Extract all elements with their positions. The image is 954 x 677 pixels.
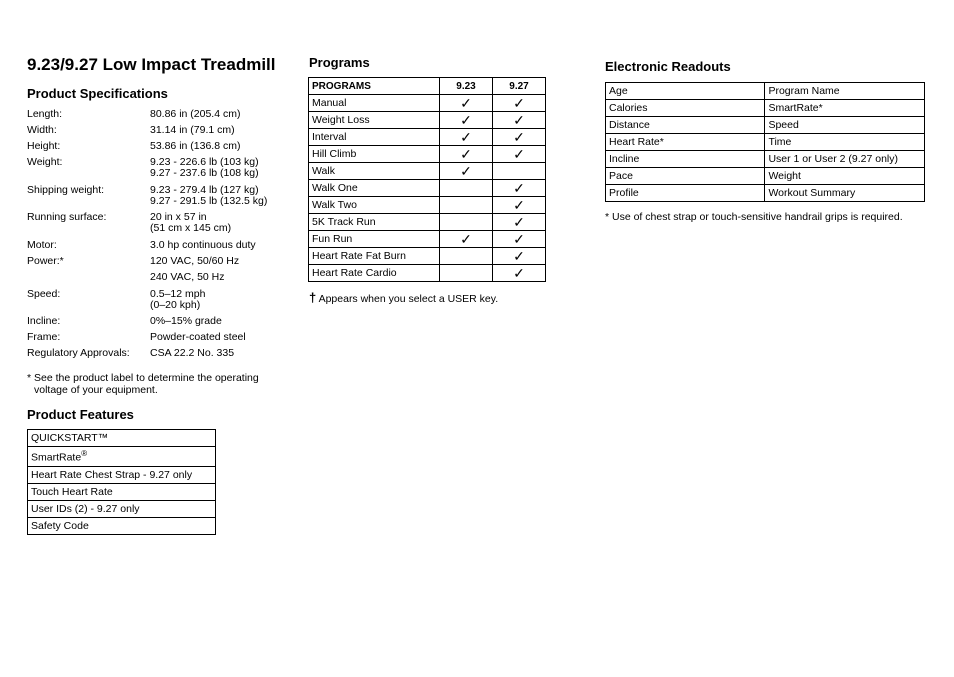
readouts-table — [605, 82, 925, 202]
spec-value: 3.0 hp continuous duty — [150, 239, 256, 251]
readout-row — [606, 185, 925, 202]
program-cell-923 — [440, 180, 493, 197]
check-icon: ✓ — [513, 264, 525, 281]
readout-row — [606, 100, 925, 117]
check-icon: ✓ — [513, 196, 525, 213]
spec-label: Incline: — [27, 315, 61, 327]
program-row — [309, 197, 546, 214]
readout-cell: Incline — [606, 151, 765, 168]
program-cell-927 — [493, 248, 546, 265]
program-cell-927 — [493, 129, 546, 146]
check-icon: ✓ — [513, 179, 525, 196]
feature-row — [28, 467, 216, 484]
feature-label: Touch Heart Rate — [31, 486, 113, 498]
spec-value: 9.23 - 226.6 lb (103 kg) 9.27 - 237.6 lb (108 kg) — [150, 156, 259, 179]
specs-list — [27, 109, 287, 359]
feature-item — [28, 430, 216, 447]
spec-value: 9.23 - 279.4 lb (127 kg) 9.27 - 291.5 lb (132.5 kg) — [150, 184, 268, 207]
registered-mark: ® — [81, 449, 88, 459]
spec-value: 80.86 in (205.4 cm) — [150, 108, 241, 120]
check-icon: ✓ — [513, 94, 525, 111]
program-name: 5K Track Run — [309, 214, 440, 231]
readouts-note: * Use of chest strap or touch-sensitive handrail grips is required. — [605, 211, 903, 223]
programs-header-row — [309, 78, 546, 95]
check-icon: ✓ — [513, 145, 525, 162]
feature-label: SmartRate — [31, 451, 82, 464]
spec-label: Height: — [27, 140, 61, 152]
program-row — [309, 214, 546, 231]
feature-item — [28, 518, 216, 535]
feature-item — [28, 447, 216, 467]
feature-label: Safety Code — [31, 520, 89, 532]
readouts-heading: Electronic Readouts — [605, 59, 731, 74]
program-cell-927 — [493, 180, 546, 197]
spec-label: Frame: — [27, 331, 61, 343]
feature-row — [28, 518, 216, 535]
programs-col-header: PROGRAMS — [309, 78, 440, 95]
readout-cell: Time — [765, 134, 925, 151]
program-cell-927 — [493, 146, 546, 163]
readout-cell: Workout Summary — [765, 185, 925, 202]
feature-item — [28, 484, 216, 501]
spec-value: 240 VAC, 50 Hz — [150, 271, 225, 283]
feature-item — [28, 467, 216, 484]
check-icon: ✓ — [513, 128, 525, 145]
feature-row — [28, 501, 216, 518]
spec-label: Weight: — [27, 156, 63, 168]
features-table — [27, 429, 216, 535]
program-row — [309, 163, 546, 180]
spec-label: Regulatory Approvals: — [27, 347, 130, 359]
spec-label: Running surface: — [27, 211, 107, 223]
readout-cell: Age — [606, 83, 765, 100]
feature-label: Heart Rate Chest Strap - 9.27 only — [31, 469, 193, 481]
program-cell-923 — [440, 197, 493, 214]
programs-table — [308, 77, 546, 282]
readout-row — [606, 134, 925, 151]
program-name: Walk One — [309, 180, 440, 197]
program-row — [309, 248, 546, 265]
spec-value: 31.14 in (79.1 cm) — [150, 124, 235, 136]
program-name: Heart Rate Cardio — [309, 265, 440, 282]
check-icon: ✓ — [513, 230, 525, 247]
program-row — [309, 95, 546, 112]
feature-row — [28, 484, 216, 501]
programs-note — [309, 292, 498, 305]
program-name: Manual — [309, 95, 440, 112]
program-row — [309, 129, 546, 146]
program-name: Walk — [309, 163, 440, 180]
specs-note-line1: * See the product label to determine the operating — [27, 372, 259, 384]
spec-label: Length: — [27, 108, 63, 120]
spec-value: 0.5–12 mph (0–20 kph) — [150, 288, 206, 311]
readout-row — [606, 168, 925, 185]
spec-value: 53.86 in (136.8 cm) — [150, 140, 241, 152]
spec-value: 120 VAC, 50/60 Hz — [150, 255, 240, 267]
check-icon: ✓ — [460, 230, 472, 247]
readout-row — [606, 151, 925, 168]
readout-row — [606, 83, 925, 100]
spec-value: Powder-coated steel — [150, 331, 246, 343]
readout-cell: Pace — [606, 168, 765, 185]
check-icon: ✓ — [460, 94, 472, 111]
program-cell-927 — [493, 197, 546, 214]
programs-col-927: 9.27 — [493, 78, 546, 95]
check-icon: ✓ — [460, 145, 472, 162]
program-cell-923 — [440, 214, 493, 231]
programs-col-923: 9.23 — [440, 78, 493, 95]
page-title: 9.23/9.27 Low Impact Treadmill — [27, 55, 276, 74]
program-cell-923 — [440, 265, 493, 282]
program-cell-927 — [493, 214, 546, 231]
spec-label: Shipping weight: — [27, 184, 105, 196]
program-name: Interval — [309, 129, 440, 146]
program-row — [309, 112, 546, 129]
program-cell-927 — [493, 163, 546, 180]
feature-item — [28, 501, 216, 518]
program-row — [309, 231, 546, 248]
features-heading: Product Features — [27, 407, 134, 422]
feature-label: User IDs (2) - 9.27 only — [31, 503, 140, 515]
check-icon: ✓ — [513, 247, 525, 264]
program-cell-923 — [440, 231, 493, 248]
feature-row — [28, 447, 216, 467]
spec-label: Width: — [27, 124, 57, 136]
spec-label: Power:* — [27, 255, 64, 267]
feature-row — [28, 430, 216, 447]
program-cell-923 — [440, 129, 493, 146]
program-cell-927 — [493, 265, 546, 282]
program-row — [309, 180, 546, 197]
program-cell-927 — [493, 231, 546, 248]
program-cell-927 — [493, 112, 546, 129]
program-cell-923 — [440, 112, 493, 129]
program-cell-923 — [440, 248, 493, 265]
check-icon: ✓ — [460, 162, 472, 179]
program-row — [309, 265, 546, 282]
spec-value: 20 in x 57 in (51 cm x 145 cm) — [150, 211, 232, 234]
readout-cell: Calories — [606, 100, 765, 117]
program-name: Fun Run — [309, 231, 440, 248]
specs-heading: Product Specifications — [27, 86, 168, 101]
dagger-icon: † — [309, 290, 317, 305]
program-name: Heart Rate Fat Burn — [309, 248, 440, 265]
program-row — [309, 146, 546, 163]
readout-cell: SmartRate* — [765, 100, 925, 117]
check-icon: ✓ — [513, 111, 525, 128]
program-cell-923 — [440, 146, 493, 163]
readout-row — [606, 117, 925, 134]
spec-value: CSA 22.2 No. 335 — [150, 347, 235, 359]
check-icon: ✓ — [513, 213, 525, 230]
readout-cell: Speed — [765, 117, 925, 134]
program-cell-923 — [440, 95, 493, 112]
check-icon: ✓ — [460, 128, 472, 145]
readout-cell: Heart Rate* — [606, 134, 765, 151]
readout-cell: Distance — [606, 117, 765, 134]
program-name: Hill Climb — [309, 146, 440, 163]
feature-label: QUICKSTART™ — [31, 432, 109, 444]
program-name: Weight Loss — [309, 112, 440, 129]
programs-heading: Programs — [309, 55, 370, 70]
program-cell-923 — [440, 163, 493, 180]
specs-note — [27, 372, 259, 396]
readout-cell: User 1 or User 2 (9.27 only) — [765, 151, 925, 168]
readout-cell: Weight — [765, 168, 925, 185]
check-icon: ✓ — [460, 111, 472, 128]
readout-cell: Profile — [606, 185, 765, 202]
spec-label: Motor: — [27, 239, 57, 251]
program-cell-927 — [493, 95, 546, 112]
specs-note-line2: voltage of your equipment. — [34, 384, 158, 396]
spec-label: Speed: — [27, 288, 61, 300]
readout-cell: Program Name — [765, 83, 925, 100]
programs-note-text: Appears when you select a USER key. — [318, 293, 499, 305]
program-name: Walk Two — [309, 197, 440, 214]
spec-value: 0%–15% grade — [150, 315, 222, 327]
